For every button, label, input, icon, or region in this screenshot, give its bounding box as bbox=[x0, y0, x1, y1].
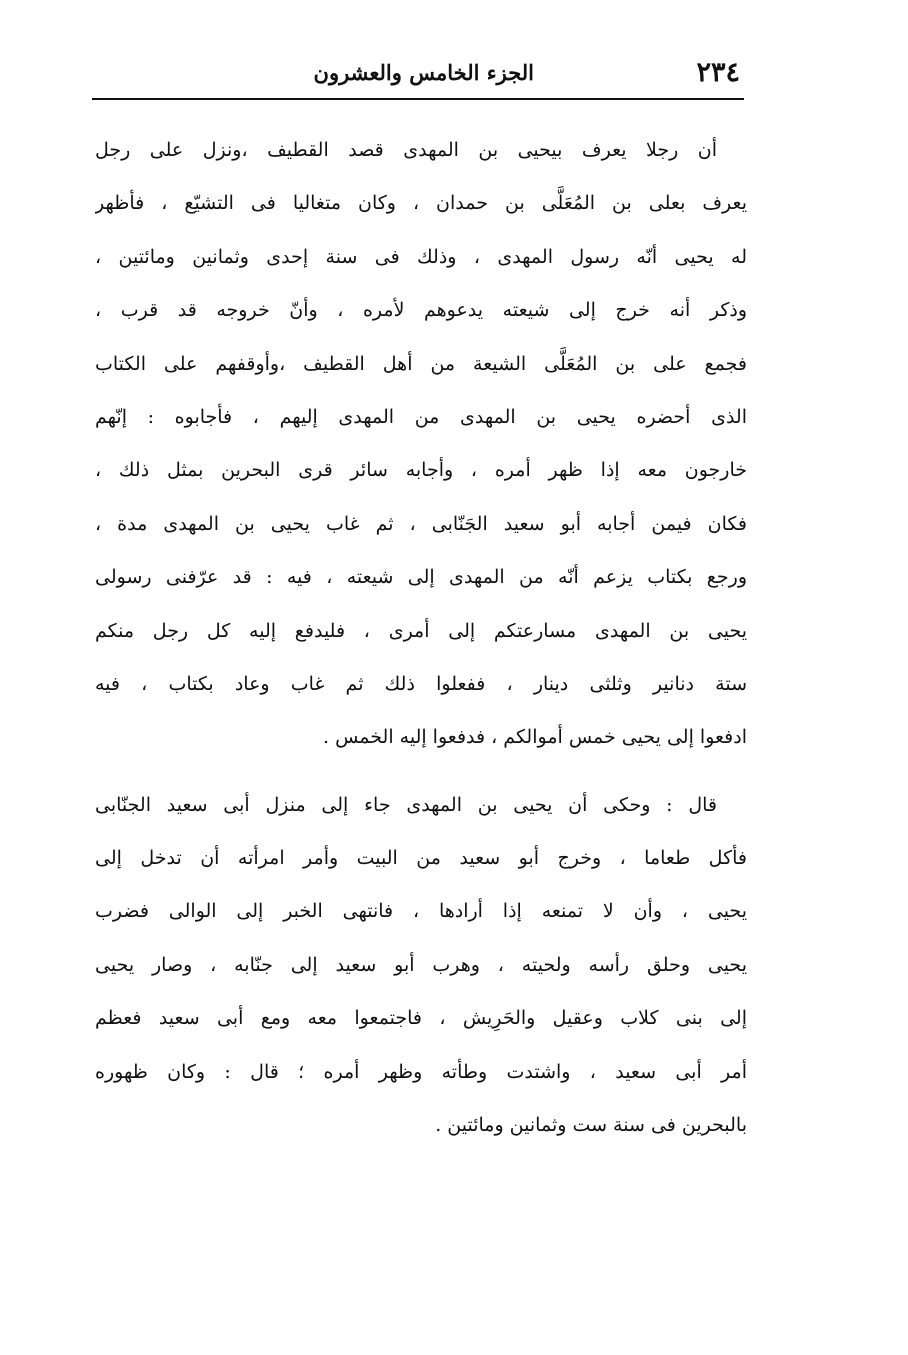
text-line: إلى بنى كلاب وعقيل والحَرِيش ، فاجتمعوا معه ومع أبى سعيد فعظم bbox=[95, 1007, 747, 1030]
text-line: يحيى بن المهدى مسارعتكم إلى أمرى ، فليدفع إليه كل رجل منكم bbox=[95, 619, 747, 642]
text-line: وذكر أنه خرج إلى شيعته يدعوهم لأمره ، وأنّ خروجه قد قرب ، bbox=[95, 299, 747, 322]
text-line: ادفعوا إلى يحيى خمس أموالكم ، فدفعوا إليه الخمس . bbox=[323, 726, 747, 749]
text-line: قال : وحكى أن يحيى بن المهدى جاء إلى منزل أبى سعيد الجنّابى bbox=[95, 793, 717, 816]
paragraph-1 bbox=[95, 124, 747, 765]
text-line: ستة دنانير وثلثى دينار ، ففعلوا ذلك ثم غاب وعاد بكتاب ، فيه bbox=[95, 672, 747, 695]
text-line: أن رجلا يعرف بيحيى بن المهدى قصد القطيف ،ونزل على رجل bbox=[95, 139, 717, 161]
text-line: يحيى ، وأن لا تمنعه إذا أرادها ، فانتهى الخبر إلى الوالى فضرب bbox=[95, 900, 747, 923]
text-line: يحيى وحلق رأسه ولحيته ، وهرب أبو سعيد إلى جنّابه ، وصار يحيى bbox=[95, 953, 747, 976]
text-line: خارجون معه إذا ظهر أمره ، وأجابه سائر قرى البحرين بمثل ذلك ، bbox=[95, 459, 747, 482]
text-line: بالبحرين فى سنة ست وثمانين ومائتين . bbox=[435, 1114, 747, 1137]
paragraph-2 bbox=[95, 779, 747, 1153]
page-number: ٢٣٤ bbox=[696, 57, 740, 88]
text-line: فأكل طعاما ، وخرج أبو سعيد من البيت وأمر امرأته أن تدخل إلى bbox=[95, 847, 747, 870]
text-line: له يحيى أنّه رسول المهدى ، وذلك فى سنة إحدى وثمانين ومائتين ، bbox=[95, 245, 747, 268]
text-line: فكان فيمن أجابه أبو سعيد الجَنّابى ، ثم غاب يحيى بن المهدى مدة ، bbox=[95, 512, 747, 535]
header-divider bbox=[92, 98, 744, 100]
text-line: فجمع على بن المُعَلَّى الشيعة من أهل القطيف ،وأوقفهم على الكتاب bbox=[95, 352, 747, 375]
paragraph-gap bbox=[95, 765, 747, 779]
text-line: الذى أحضره يحيى بن المهدى من المهدى إليهم ، فأجابوه : إنّهم bbox=[95, 405, 747, 428]
text-line: أمر أبى سعيد ، واشتدت وطأته وظهر أمره ؛ قال : وكان ظهوره bbox=[95, 1060, 747, 1083]
running-title: الجزء الخامس والعشرون bbox=[313, 60, 534, 85]
text-line: يعرف بعلى بن المُعَلَّى بن حمدان ، وكان متغاليا فى التشيّع ، فأظهر bbox=[95, 192, 747, 215]
text-line: ورجع بكتاب يزعم أنّه من المهدى إلى شيعته ، فيه : قد عرّفنى رسولى bbox=[95, 566, 747, 589]
body-text bbox=[95, 124, 747, 1152]
page-header bbox=[92, 52, 744, 96]
